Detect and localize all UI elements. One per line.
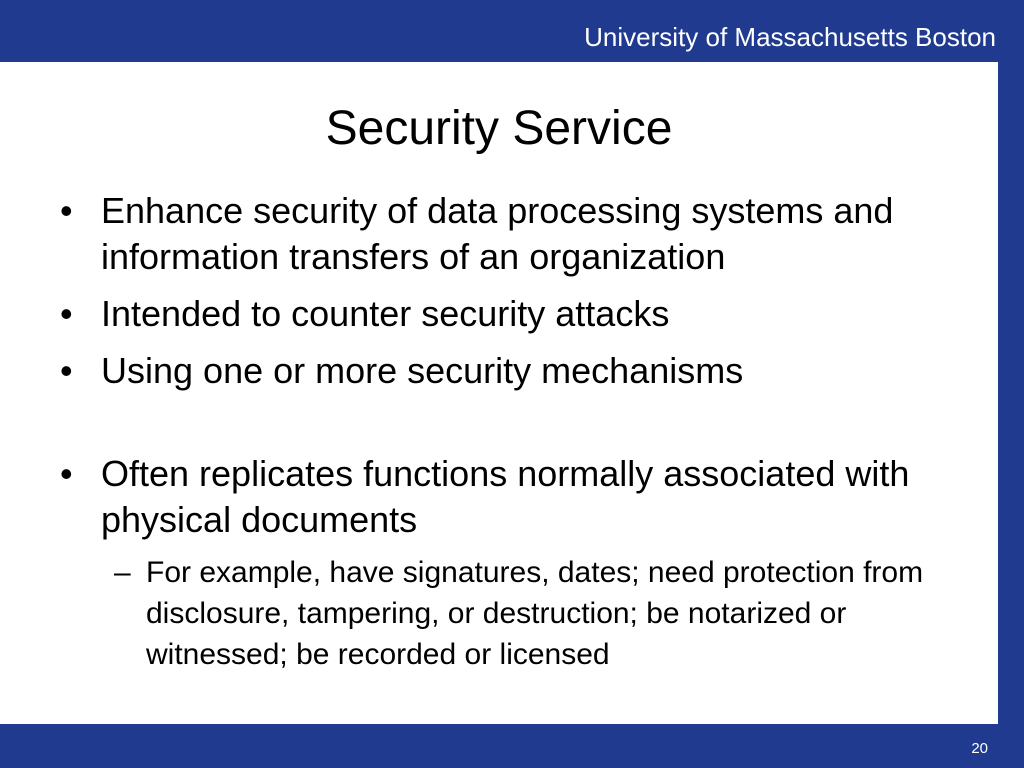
bullet-text: Often replicates functions normally associated with physical documents: [101, 453, 910, 540]
sub-bullet-item: [56, 552, 996, 675]
bullet-item: [56, 348, 956, 394]
bullet-item: [56, 451, 956, 543]
right-border-bar: [998, 0, 1024, 768]
slide-content: [56, 188, 956, 675]
sub-bullet-mark: –: [114, 556, 131, 589]
institution-name: University of Massachusetts Boston: [584, 22, 996, 52]
bullet-mark: •: [60, 350, 73, 391]
sub-bullet-text: For example, have signatures, dates; need protection from disclosure, tampering, or destruction; be notarized or witnessed; be recorded or licensed: [146, 556, 924, 671]
bullet-text: Intended to counter security attacks: [101, 293, 670, 334]
bullet-item: [56, 291, 956, 337]
slide-title: Security Service: [325, 102, 673, 155]
bullet-mark: •: [60, 293, 73, 334]
bullet-mark: •: [60, 190, 73, 231]
bullet-item: [56, 188, 956, 280]
page-number: 20: [971, 740, 988, 757]
bullet-text: Using one or more security mechanisms: [101, 350, 744, 391]
footer-bar: [0, 724, 1024, 768]
bullet-mark: •: [60, 453, 73, 494]
bullet-text: Enhance security of data processing systems and information transfers of an organization: [101, 190, 894, 277]
